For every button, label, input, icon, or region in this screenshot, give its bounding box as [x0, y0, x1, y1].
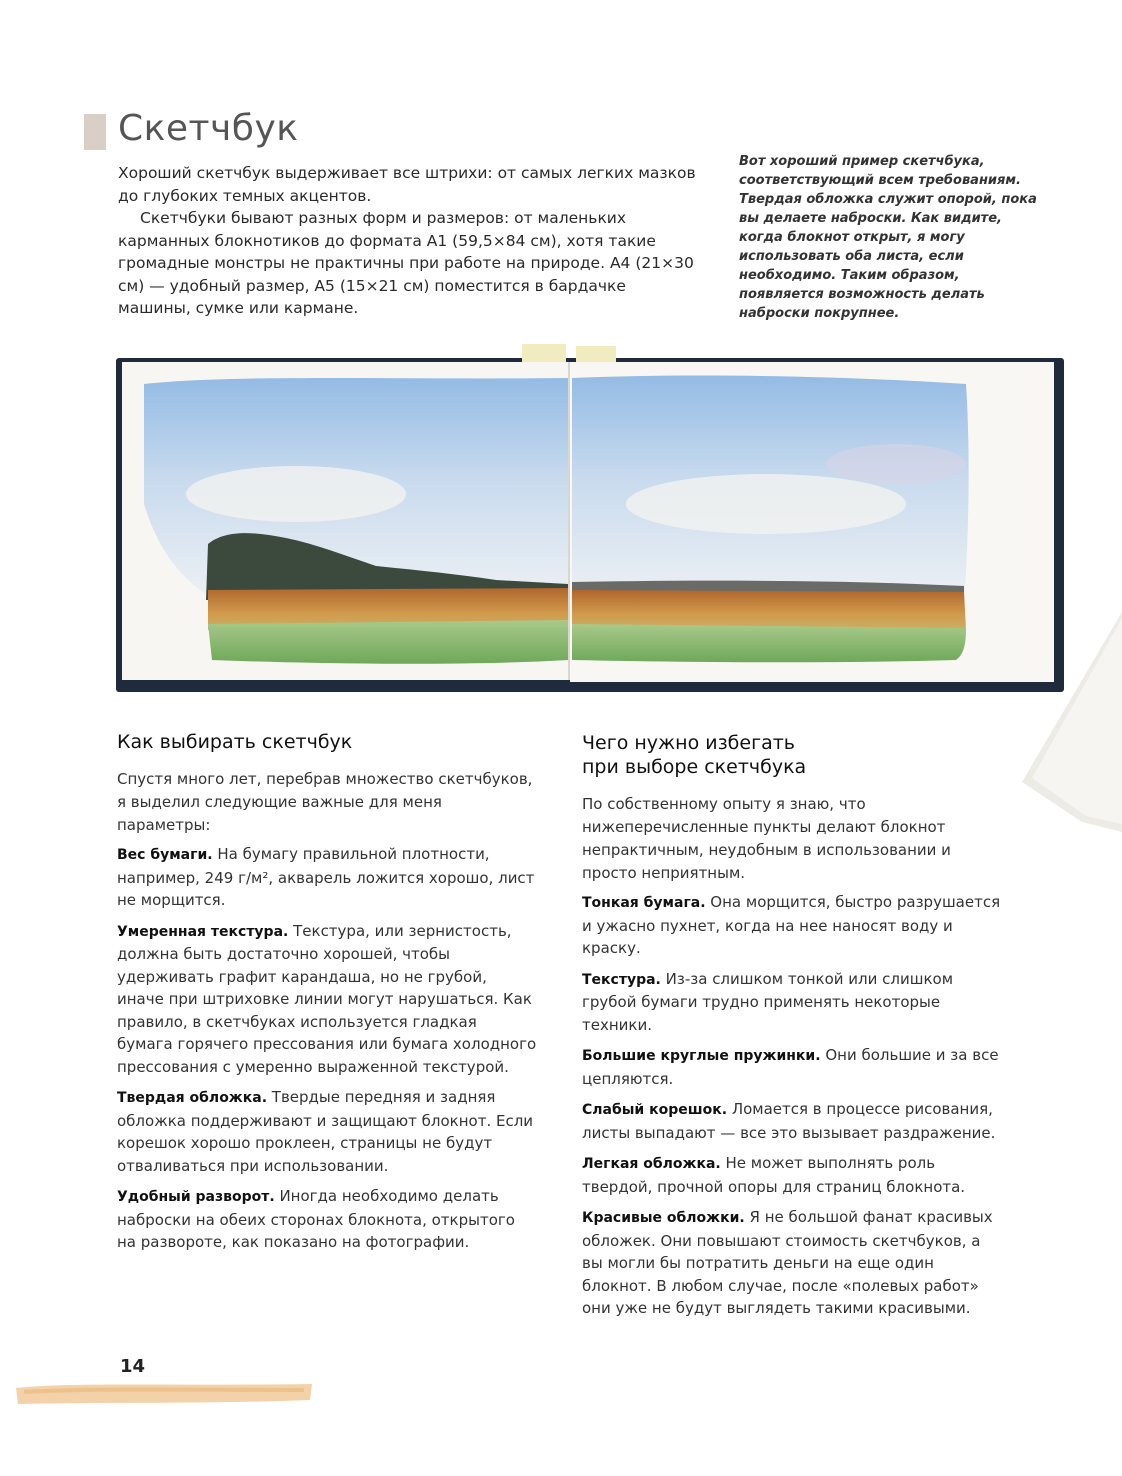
sketchbook-corner	[1022, 612, 1122, 852]
field-right	[572, 590, 966, 630]
list-item: Слабый корешок. Ломается в процессе рисования, листы выпадают — все это вызывает раздражение.	[582, 1100, 996, 1142]
intro-text	[118, 162, 703, 320]
right-column	[582, 731, 1002, 1328]
grass-left	[208, 620, 568, 664]
list-item: Твердая обложка. Твердые передняя и задняя обложка поддерживают и защищают блокнот. Если корешок хорошо проклеен, страницы не будут отваливаться при использовании.	[117, 1088, 534, 1175]
decorative-brush-stroke	[14, 1378, 314, 1408]
list-item: Легкая обложка. Не может выполнять роль твердой, прочной опоры для страниц блокнота.	[582, 1154, 966, 1196]
list-item: Текстура. Из-за слишком тонкой или слишком грубой бумаги трудно применять некоторые техники.	[582, 969, 954, 1034]
left-heading: Как выбирать скетчбук	[117, 731, 353, 753]
intro-paragraph-2: Скетчбуки бывают разных форм и размеров: от маленьких карманных блокнотиков до формата А1 (59,5×84 см), хотя такие громадные монстры не практичны при работе на природе. А4 (21×30 см) — удобный размер, А5 (15×21 см) поместится в бардачке машины, сумке или кармане.	[118, 209, 694, 317]
right-heading: Чего нужно избегать при выборе скетчбука	[582, 732, 807, 778]
list-item: Тонкая бумага. Она морщится, быстро разрушается и ужасно пухнет, когда на нее наносят воду и краску.	[582, 893, 1001, 957]
intro-paragraph-1: Хороший скетчбук выдерживает все штрихи: от самых легких мазков до глубоких темных акцентов.	[118, 164, 696, 205]
right-lead: По собственному опыту я знаю, что нижеперечисленные пункты делают блокнот непрактичным, неудобным в использовании и просто неприятным.	[582, 795, 951, 882]
page-number: 14	[120, 1356, 146, 1377]
list-item: Удобный разворот. Иногда необходимо делать наброски на обеих сторонах блокнота, открытого на развороте, как показано на фотографии.	[117, 1187, 515, 1251]
left-column	[117, 730, 537, 1262]
grass-right	[572, 624, 966, 662]
title-marker	[84, 114, 106, 150]
list-item: Вес бумаги. На бумагу правильной плотности, например, 249 г/м², акварель ложится хорошо, лист не морщится.	[117, 845, 535, 909]
bookmark-tab	[522, 344, 566, 362]
photo-caption: Вот хороший пример скетчбука, соответствующий всем требованиям. Твердая обложка служит опорой, пока вы делаете наброски. Как видите, когда блокнот открыт, я могу использовать оба листа, если необходимо. Таким образом, появляется возможность делать наброски покрупнее.	[739, 154, 1037, 321]
page-title: Скетчбук	[118, 108, 299, 149]
bookmark-tab	[576, 346, 616, 362]
left-lead: Спустя много лет, перебрав множество скетчбуков, я выделил следующие важные для меня параметры:	[117, 770, 533, 834]
sketchbook-photo	[116, 344, 1066, 692]
list-item: Большие круглые пружинки. Они большие и за все цепляются.	[582, 1046, 999, 1088]
list-item: Умеренная текстура. Текстура, или зернистость, должна быть достаточно хорошей, чтобы удерживать графит карандаша, но не грубой, иначе при штриховке линии могут нарушаться. Как правило, в скетчбуках используется гладкая бумага горячего прессования или бумага холодного прессования с умеренно выраженной текстурой.	[117, 921, 537, 1076]
list-item: Красивые обложки. Я не большой фанат красивых обложек. Они повышают стоимость скетчбуков, а вы могли бы потратить деньги на еще один блокнот. В любом случае, после «полевых работ» они уже не будут выглядеть такими красивыми.	[582, 1208, 993, 1317]
